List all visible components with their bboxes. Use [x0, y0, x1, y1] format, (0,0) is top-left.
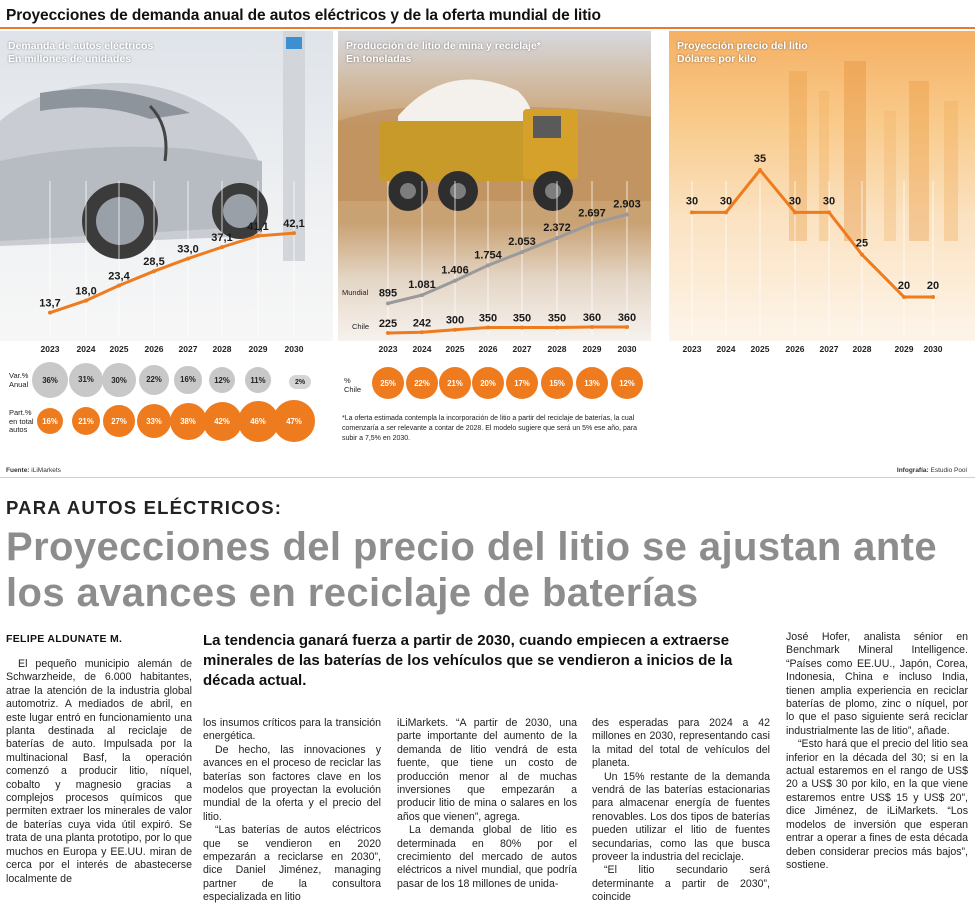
panel-lithium-price	[669, 31, 975, 341]
price-point	[931, 295, 935, 299]
source-label: Fuente:	[6, 467, 30, 474]
chile-pct-bubble: 12%	[611, 367, 643, 399]
ev-demand-year-label: 2024	[76, 344, 96, 354]
ev-demand-year-label: 2029	[248, 344, 268, 354]
lithium-mundial-point	[486, 263, 490, 267]
deck: La tendencia ganará fuerza a partir de 2030, cuando empiecen a extraerse minerales de las baterías de los vehículos que se vendieron a inicios de la década actual.	[203, 632, 733, 689]
chile-pct-label: % Chile	[344, 376, 362, 394]
ev-demand-point	[48, 311, 52, 315]
ev-demand-value-label: 13,7	[39, 297, 61, 310]
chile-pct-bubble: 21%	[439, 367, 471, 399]
lithium-production-chart	[338, 31, 651, 341]
lithium-mundial-point	[625, 212, 629, 216]
article-column-5	[786, 631, 968, 872]
price-year-label: 2025	[750, 344, 770, 354]
headline: Proyecciones del precio del litio se ajustan ante los avances en reciclaje de baterías	[6, 525, 938, 615]
article-column-2	[203, 717, 381, 905]
lithium-chile-value-label: 300	[445, 314, 465, 327]
var-anual-bubble: 30%	[102, 363, 136, 397]
article-column-1	[6, 658, 192, 886]
price-subtitle: Dólares por kilo	[677, 52, 757, 65]
lithium-year-label: 2025	[445, 344, 465, 354]
ev-demand-year-label: 2026	[144, 344, 164, 354]
ev-demand-point	[220, 245, 224, 249]
article-paragraph: Un 15% restante de la demanda vendrá de las baterías estacionarias para almacenar energía de fuentes renovables. Los dos tipos de baterías pueden utilizar el litio de fuentes secundarias, como las que busca proveer la industria del reciclaje.	[592, 770, 770, 864]
lithium-mundial-point	[453, 279, 457, 283]
lithium-chile-value-label: 225	[378, 318, 398, 331]
lithium-year-label: 2023	[378, 344, 398, 354]
panel-ev-demand	[0, 31, 333, 341]
lithium-mundial-value-label: 1.754	[474, 249, 502, 262]
lithium-chile-value-label: 350	[512, 312, 532, 325]
price-value-label: 30	[822, 195, 836, 208]
chile-pct-bubble: 22%	[406, 367, 438, 399]
price-point	[724, 210, 728, 214]
ev-demand-point	[152, 269, 156, 273]
article-column-3	[397, 717, 577, 891]
lithium-mundial-point	[386, 301, 390, 305]
ev-demand-title	[8, 40, 153, 65]
lithium-chile-point	[420, 330, 424, 334]
article-paragraph: iLiMarkets. “A partir de 2030, una parte importante del aumento de la demanda de litio vendrá de esta fuente, que tiene un costo de producción menor al de muchas inversiones que empezarán a producir litio de mina o salares en los años que vienen”, agrega.	[397, 717, 577, 823]
infographic-title: Proyecciones de demanda anual de autos eléctricos y de la oferta mundial de litio	[6, 7, 601, 24]
chile-pct-bubble: 13%	[576, 367, 608, 399]
article-paragraph: La demanda global de litio es determinada en 80% por el crecimiento del mercado de autos eléctricos a nivel mundial, que podría pasar de los 18 millones de unida-	[397, 824, 577, 890]
truck-illustration	[338, 79, 651, 211]
ev-demand-point	[84, 299, 88, 303]
var-anual-bubble: 16%	[174, 366, 201, 393]
article-paragraph: “Esto hará que el precio del litio sea inferior en la década del 30; si en la actual estaremos en el rango de US$ 20 a US$ 30 por kilo, en la que viene estaremos entre US$ 15 y US$ 20”, dice Jiménez, de iLiMarkets. “Los modelos de inversión que esperan entrar a operar a fines de esta década deben considerar precios más bajos”, sostiene.	[786, 738, 968, 871]
lithium-title	[346, 40, 541, 65]
price-value-label: 20	[897, 280, 911, 292]
article-paragraph: “Las baterías de autos eléctricos que se vendieron en 2020 empezarán a reciclarse en 2030”, dice Daniel Jiménez, managing partner de la consultora especializada en litio	[203, 824, 381, 904]
chile-pct-bubble: 25%	[372, 367, 404, 399]
lithium-chile-point	[453, 328, 457, 332]
ev-demand-value-label: 18,0	[75, 285, 97, 298]
price-title	[677, 40, 808, 65]
credit-label: Infografía:	[896, 467, 929, 474]
price-point	[860, 253, 864, 257]
lithium-year-label: 2026	[478, 344, 498, 354]
share-bubble: 38%	[170, 403, 207, 440]
share-bubble: 21%	[72, 407, 101, 436]
lithium-mundial-value-label: 1.406	[441, 264, 469, 277]
price-year-label: 2029	[894, 344, 914, 354]
price-point	[902, 295, 906, 299]
var-anual-bubble: 22%	[139, 365, 169, 395]
article-column-4	[592, 717, 770, 905]
article-paragraph: los insumos críticos para la transición energética.	[203, 717, 381, 743]
lithium-mundial-value-label: 2.903	[613, 198, 641, 211]
share-bubble: 27%	[103, 405, 135, 437]
lithium-chile-value-label: 242	[412, 317, 432, 330]
share-label: Part.% en total autos	[9, 408, 34, 434]
var-anual-bubble: 12%	[209, 367, 235, 393]
ev-demand-year-label: 2023	[40, 344, 60, 354]
series-label-chile: Chile	[352, 322, 370, 331]
ev-demand-chart	[0, 31, 333, 341]
lithium-mundial-value-label: 895	[378, 287, 398, 300]
var-anual-bubble: 11%	[245, 367, 271, 393]
price-point	[758, 168, 762, 172]
ev-demand-subtitle: En millones de unidades	[8, 52, 132, 65]
lithium-year-label: 2030	[617, 344, 637, 354]
lithium-price-chart	[669, 31, 975, 341]
lithium-mundial-value-label: 1.081	[408, 279, 436, 292]
series-label-mundial: Mundial	[342, 288, 369, 297]
price-year-label: 2030	[923, 344, 943, 354]
price-year-label: 2027	[819, 344, 839, 354]
article-paragraph: “El litio secundario será determinante a partir de 2030”, coincide	[592, 864, 770, 904]
lithium-chile-value-label: 360	[617, 312, 637, 325]
lithium-chile-point	[386, 331, 390, 335]
lithium-chile-point	[555, 326, 559, 330]
lithium-chile-point	[625, 325, 629, 329]
article-paragraph: José Hofer, analista sénior en Benchmark Mineral Intelligence. “Países como EE.UU., Japón, Corea, Indonesia, China e incluso India, tienen amplia experiencia en reciclar baterías de plomo, zinc o níquel, por lo que el paso siguiente será reciclar industrialmente las de litio”, añade.	[786, 631, 968, 737]
lithium-chile-value-label: 350	[478, 312, 498, 325]
ev-demand-title-line1: Demanda de autos eléctricos	[8, 40, 154, 52]
lithium-year-label: 2024	[412, 344, 432, 354]
var-anual-bubble: 2%	[289, 375, 311, 389]
chile-pct-bubble: 17%	[506, 367, 538, 399]
source-value: iLiMarkets	[31, 467, 61, 474]
credit-value: Estudio Pool	[930, 467, 967, 474]
price-line	[692, 170, 933, 297]
source	[6, 467, 61, 474]
ev-demand-point	[117, 283, 121, 287]
ev-demand-value-label: 28,5	[143, 256, 165, 269]
price-value-label: 30	[685, 195, 699, 208]
chile-pct-bubble: 15%	[541, 367, 573, 399]
share-bubble: 46%	[238, 401, 279, 442]
lithium-chile-value-label: 360	[582, 312, 602, 325]
ev-demand-value-label: 23,4	[108, 270, 130, 283]
article-paragraph: El pequeño municipio alemán de Schwarzheide, de 6.000 habitantes, atrae la atención de la industria global automotriz. A mediados de abril, en este lugar entró en funcionamiento una planta destinada al reciclaje de baterías de auto. Impulsada por la multinacional Basf, la operación comenzó a producir litio, níquel, cobalto y magnesio gracias a complejos procesos químicos que permiten extraer los minerales de valor de baterías cuya vida útil expiró. Se trata de una planta prototipo, por lo que muchos en Europa y EE.UU. miran de cerca por el interés de abastecerse localmente de	[6, 658, 192, 885]
lithium-mundial-value-label: 2.053	[508, 236, 536, 249]
price-year-label: 2024	[716, 344, 736, 354]
credit	[897, 467, 967, 474]
panel-lithium-production	[338, 31, 651, 341]
price-value-label: 30	[719, 195, 733, 208]
ev-demand-point	[256, 234, 260, 238]
share-bubble: 16%	[37, 408, 63, 434]
lithium-year-label: 2029	[582, 344, 602, 354]
lithium-mundial-point	[590, 222, 594, 226]
lithium-year-label: 2028	[547, 344, 567, 354]
lithium-year-label: 2027	[512, 344, 532, 354]
infographic-divider	[0, 477, 975, 478]
ev-demand-value-label: 37,1	[211, 232, 233, 245]
ev-demand-value-label: 42,1	[283, 218, 305, 231]
price-year-label: 2028	[852, 344, 872, 354]
price-value-label: 25	[855, 237, 869, 250]
share-bubble: 42%	[203, 402, 242, 441]
article-paragraph: des esperadas para 2024 a 42 millones en 2030, representando casi la mitad del total de vehículos del planeta.	[592, 717, 770, 770]
price-value-label: 30	[788, 195, 802, 208]
chile-pct-bubble: 20%	[472, 367, 504, 399]
ev-demand-point	[292, 231, 296, 235]
article-paragraph: De hecho, las innovaciones y avances en el proceso de reciclar las baterías son factores clave en los modelos que proyectan la evolución mundial de la oferta y el precio del litio.	[203, 743, 381, 823]
lithium-chile-point	[590, 325, 594, 329]
lithium-mundial-value-label: 2.697	[578, 207, 606, 220]
price-year-label: 2023	[682, 344, 702, 354]
price-title-line1: Proyección precio del litio	[677, 40, 808, 52]
ev-demand-year-label: 2025	[109, 344, 129, 354]
ev-demand-value-label: 33,0	[177, 243, 199, 256]
var-anual-bubble: 31%	[69, 363, 103, 397]
ev-demand-point	[186, 257, 190, 261]
ev-demand-value-label: 41,1	[247, 220, 269, 233]
price-year-label: 2026	[785, 344, 805, 354]
price-point	[690, 210, 694, 214]
lithium-chile-point	[520, 326, 524, 330]
price-value-labels	[686, 153, 939, 299]
title-rule	[0, 27, 975, 29]
byline: FELIPE ALDUNATE M.	[6, 633, 123, 645]
lithium-title-line1: Producción de litio de mina y reciclaje*	[346, 40, 541, 52]
price-value-label: 35	[753, 153, 767, 165]
lithium-mundial-point	[555, 236, 559, 240]
share-bubble: 47%	[273, 400, 315, 442]
lithium-mundial-value-label: 2.372	[543, 221, 571, 234]
share-bubble: 33%	[137, 404, 172, 439]
lithium-chile-value-label: 350	[547, 312, 567, 325]
var-anual-bubble: 36%	[32, 362, 68, 398]
price-value-label: 20	[926, 280, 940, 292]
price-point	[827, 210, 831, 214]
footnote: *La oferta estimada contempla la incorporación de litio a partir del reciclaje de baterías, la cual comenzaría a ser relevante a contar de 2028. El modelo sugiere que será un 5% ese año, para subir a 7,5% en 2030.	[342, 415, 637, 442]
lithium-subtitle: En toneladas	[346, 52, 412, 65]
ev-demand-year-label: 2028	[212, 344, 232, 354]
kicker: PARA AUTOS ELÉCTRICOS:	[6, 497, 283, 518]
price-point	[793, 210, 797, 214]
lithium-chile-point	[486, 326, 490, 330]
lithium-value-labels	[379, 198, 641, 335]
lithium-mundial-point	[420, 293, 424, 297]
ev-demand-year-label: 2030	[284, 344, 304, 354]
ev-demand-year-label: 2027	[178, 344, 198, 354]
lithium-mundial-point	[520, 250, 524, 254]
var-anual-label: Var.% Anual	[9, 371, 29, 389]
